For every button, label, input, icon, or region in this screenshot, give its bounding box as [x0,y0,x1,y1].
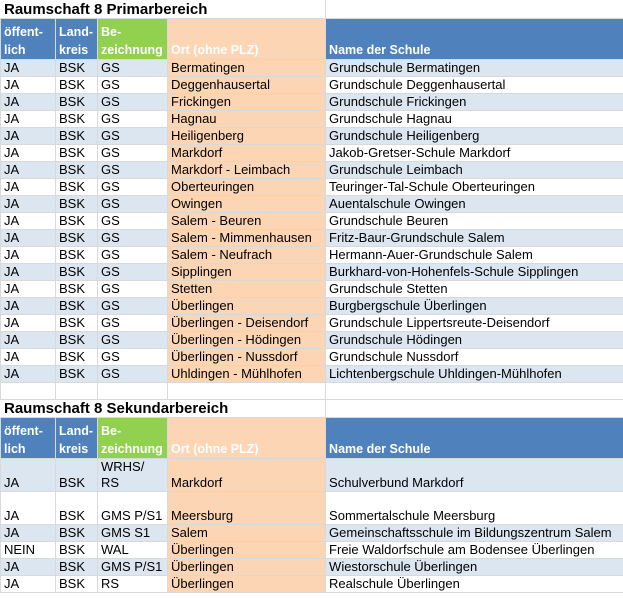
header-district: Land-kreis [56,19,98,60]
table-row [1,525,623,542]
table-row [1,542,623,559]
empty-cell [326,400,623,418]
cell-town: Überlingen [168,298,326,315]
header-district: Land-kreis [56,418,98,459]
cell-type: GS [98,111,168,128]
cell-town: Deggenhausertal [168,77,326,94]
table-row [1,492,623,525]
cell-public: JA [1,162,56,179]
table-row [1,213,623,230]
cell-type: WRHS/ RS [98,459,168,492]
secondary-title-row [1,400,623,418]
cell-district: BSK [56,332,98,349]
cell-type: GS [98,145,168,162]
empty-cell [168,383,326,400]
cell-town: Heiligenberg [168,128,326,145]
cell-school-name: Grundschule Deggenhausertal [326,77,623,94]
secondary-title: Raumschaft 8 Sekundarbereich [1,400,326,418]
cell-type: GS [98,230,168,247]
cell-public: NEIN [1,542,56,559]
cell-town: Markdorf [168,145,326,162]
primary-title-row [1,1,623,19]
cell-public: JA [1,196,56,213]
table-row [1,145,623,162]
cell-school-name: Auentalschule Owingen [326,196,623,213]
cell-town: Markdorf [168,459,326,492]
cell-school-name: Schulverbund Markdorf [326,459,623,492]
cell-type: GS [98,162,168,179]
cell-type: GS [98,298,168,315]
cell-district: BSK [56,230,98,247]
cell-district: BSK [56,77,98,94]
table-row [1,128,623,145]
cell-district: BSK [56,179,98,196]
cell-type: GS [98,128,168,145]
cell-school-name: Grundschule Hödingen [326,332,623,349]
table-row [1,111,623,128]
cell-town: Salem - Mimmenhausen [168,230,326,247]
cell-district: BSK [56,162,98,179]
cell-type: GS [98,213,168,230]
cell-type: RS [98,576,168,593]
cell-district: BSK [56,213,98,230]
cell-town: Überlingen - Nussdorf [168,349,326,366]
cell-district: BSK [56,111,98,128]
cell-type: GMS P/S1 [98,559,168,576]
cell-school-name: Burgbergschule Überlingen [326,298,623,315]
cell-type: GS [98,77,168,94]
cell-district: BSK [56,281,98,298]
cell-public: JA [1,213,56,230]
cell-district: BSK [56,196,98,213]
cell-type: GS [98,196,168,213]
cell-town: Sipplingen [168,264,326,281]
cell-public: JA [1,60,56,77]
cell-type: GS [98,179,168,196]
header-type: Be-zeichnung [98,19,168,60]
table-row [1,60,623,77]
primary-title: Raumschaft 8 Primarbereich [1,1,326,19]
empty-cell [56,383,98,400]
header-public: öffent-lich [1,418,56,459]
cell-town: Salem - Neufrach [168,247,326,264]
cell-school-name: Hermann-Auer-Grundschule Salem [326,247,623,264]
cell-district: BSK [56,366,98,383]
cell-public: JA [1,128,56,145]
cell-school-name: Grundschule Bermatingen [326,60,623,77]
cell-school-name: Sommertalschule Meersburg [326,492,623,525]
cell-school-name: Grundschule Stetten [326,281,623,298]
table-row [1,315,623,332]
cell-school-name: Grundschule Heiligenberg [326,128,623,145]
cell-public: JA [1,349,56,366]
table-row [1,298,623,315]
cell-district: BSK [56,264,98,281]
table-row [1,366,623,383]
cell-school-name: Grundschule Hagnau [326,111,623,128]
cell-public: JA [1,459,56,492]
cell-public: JA [1,145,56,162]
spacer-row [1,383,623,400]
cell-town: Salem [168,525,326,542]
table-row [1,459,623,492]
cell-town: Überlingen [168,576,326,593]
cell-public: JA [1,94,56,111]
cell-school-name: Gemeinschaftsschule im Bildungszentrum Salem [326,525,623,542]
cell-town: Markdorf - Leimbach [168,162,326,179]
table-row [1,349,623,366]
cell-district: BSK [56,94,98,111]
cell-type: GS [98,349,168,366]
cell-public: JA [1,281,56,298]
cell-type: GS [98,281,168,298]
table-row [1,77,623,94]
cell-town: Owingen [168,196,326,213]
cell-public: JA [1,315,56,332]
cell-district: BSK [56,298,98,315]
header-type: Be-zeichnung [98,418,168,459]
cell-school-name: Grundschule Leimbach [326,162,623,179]
cell-public: JA [1,111,56,128]
cell-town: Stetten [168,281,326,298]
cell-district: BSK [56,349,98,366]
cell-public: JA [1,559,56,576]
cell-public: JA [1,366,56,383]
cell-type: GS [98,332,168,349]
cell-town: Uhldingen - Mühlhofen [168,366,326,383]
cell-town: Meersburg [168,492,326,525]
cell-district: BSK [56,542,98,559]
empty-cell [98,383,168,400]
cell-district: BSK [56,128,98,145]
cell-type: WAL [98,542,168,559]
table-row [1,576,623,593]
cell-type: GS [98,247,168,264]
table-row [1,230,623,247]
cell-district: BSK [56,459,98,492]
cell-district: BSK [56,315,98,332]
secondary-header-row [1,418,623,459]
cell-town: Oberteuringen [168,179,326,196]
cell-public: JA [1,264,56,281]
header-school-name: Name der Schule [326,418,623,459]
cell-school-name: Teuringer-Tal-Schule Oberteuringen [326,179,623,196]
table-row [1,179,623,196]
cell-public: JA [1,298,56,315]
cell-school-name: Burkhard-von-Hohenfels-Schule Sipplingen [326,264,623,281]
cell-town: Überlingen - Deisendorf [168,315,326,332]
cell-public: JA [1,525,56,542]
cell-district: BSK [56,525,98,542]
cell-school-name: Jakob-Gretser-Schule Markdorf [326,145,623,162]
cell-district: BSK [56,492,98,525]
cell-district: BSK [56,247,98,264]
cell-school-name: Fritz-Baur-Grundschule Salem [326,230,623,247]
cell-public: JA [1,230,56,247]
cell-type: GS [98,94,168,111]
cell-public: JA [1,576,56,593]
cell-public: JA [1,247,56,264]
cell-public: JA [1,332,56,349]
cell-type: GS [98,366,168,383]
cell-district: BSK [56,60,98,77]
cell-school-name: Grundschule Nussdorf [326,349,623,366]
header-town: Ort (ohne PLZ) [168,19,326,60]
header-public: öffent-lich [1,19,56,60]
cell-town: Frickingen [168,94,326,111]
cell-town: Überlingen [168,559,326,576]
cell-public: JA [1,179,56,196]
cell-school-name: Realschule Überlingen [326,576,623,593]
cell-school-name: Wiestorschule Überlingen [326,559,623,576]
cell-town: Salem - Beuren [168,213,326,230]
cell-school-name: Grundschule Beuren [326,213,623,230]
cell-town: Überlingen [168,542,326,559]
cell-town: Bermatingen [168,60,326,77]
table-row [1,264,623,281]
cell-district: BSK [56,576,98,593]
table-row [1,281,623,298]
cell-type: GMS S1 [98,525,168,542]
cell-school-name: Grundschule Frickingen [326,94,623,111]
table-row [1,162,623,179]
table-row [1,247,623,264]
cell-town: Hagnau [168,111,326,128]
empty-cell [1,383,56,400]
cell-school-name: Lichtenbergschule Uhldingen-Mühlhofen [326,366,623,383]
table-row [1,94,623,111]
cell-public: JA [1,77,56,94]
header-town: Ort (ohne PLZ) [168,418,326,459]
header-school-name: Name der Schule [326,19,623,60]
table-row [1,196,623,213]
cell-school-name: Grundschule Lippertsreute-Deisendorf [326,315,623,332]
cell-district: BSK [56,559,98,576]
primary-header-row [1,19,623,60]
table-row [1,559,623,576]
cell-district: BSK [56,145,98,162]
cell-town: Überlingen - Hödingen [168,332,326,349]
empty-cell [326,383,623,400]
cell-type: GS [98,60,168,77]
cell-type: GMS P/S1 [98,492,168,525]
table-row [1,332,623,349]
cell-type: GS [98,315,168,332]
empty-cell [326,1,623,19]
cell-public: JA [1,492,56,525]
cell-school-name: Freie Waldorfschule am Bodensee Überlingen [326,542,623,559]
cell-type: GS [98,264,168,281]
